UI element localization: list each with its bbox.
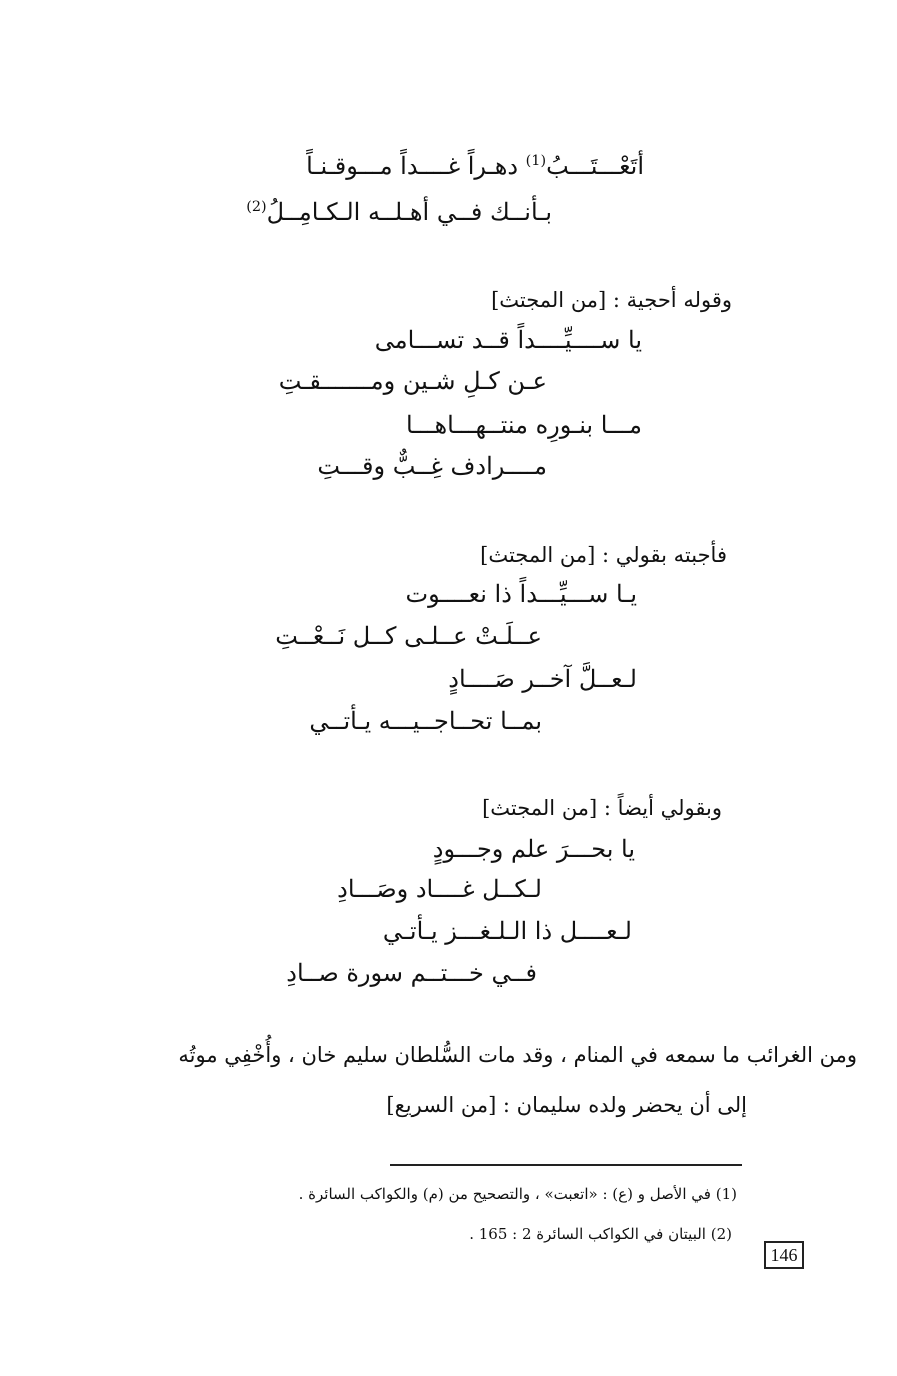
footnote: (2) البيتان في الكواكب السائرة 2 : 165 . (469, 1225, 732, 1243)
footnote-ref: (2) (246, 199, 267, 215)
verse-line: عــلَـتْ عــلـى كــل نَــعْــتِ (275, 622, 542, 650)
verse-line: عـن كـلِ شـين ومـــــــقـتِ (278, 367, 547, 395)
verse-line: لـعــلَّ آخــر صَــــادٍ (448, 665, 637, 693)
verse-line (246, 192, 552, 227)
verse-text: بـأنــك فــي أهـلــه الـكـامِــلُ (266, 198, 552, 226)
verse-line: لـعــــل ذا الـلـغـــز يـأتـي (382, 917, 632, 945)
prose-line: إلى أن يحضر ولده سليمان : [من السريع] (386, 1093, 747, 1117)
verse-line: يـا ســـيِّـــداً ذا نعــــوت (405, 580, 637, 608)
verse-line: مـــا بنـورِه منتــهـــاهـــا (406, 411, 642, 439)
verse-line: فــي خـــتــم سورة صــادِ (286, 959, 537, 987)
verse-line: يا ســــيِّــــداً قــد تســـامى (374, 326, 642, 354)
verse-line: يا بحـــرَ علم وجـــودٍ (432, 835, 635, 863)
verse-text: أتَعْـــتَـــبُ (546, 152, 644, 180)
footnote: (1) في الأصل و (ع) : «اتعبت» ، والتصحيح من (م) والكواكب السائرة . (298, 1185, 737, 1203)
page-number: 146 (764, 1241, 804, 1269)
footnote-separator (390, 1164, 742, 1166)
section-heading: وقوله أحجية : [من المجتث] (491, 288, 732, 312)
footnote-ref: (1) (525, 153, 547, 169)
verse-line: مــــرادف غِــبٌّ وقـــتِ (317, 452, 547, 480)
verse-line: لـكــل غــــاد وصَـــادِ (337, 875, 542, 903)
verse-text: دهـراً غــــداً مـــوقـنـاً (306, 152, 526, 180)
section-heading: فأجبته بقولي : [من المجتث] (480, 543, 727, 567)
verse-line (306, 146, 644, 181)
section-heading: وبقولي أيضاً : [من المجتث] (482, 796, 722, 820)
prose-line: ومن الغرائب ما سمعه في المنام ، وقد مات السُّلطان سليم خان ، وأُخْفِي موتُه (178, 1043, 857, 1067)
verse-line: بمــا تحــاجــيـــه يـأتــي (309, 707, 542, 735)
